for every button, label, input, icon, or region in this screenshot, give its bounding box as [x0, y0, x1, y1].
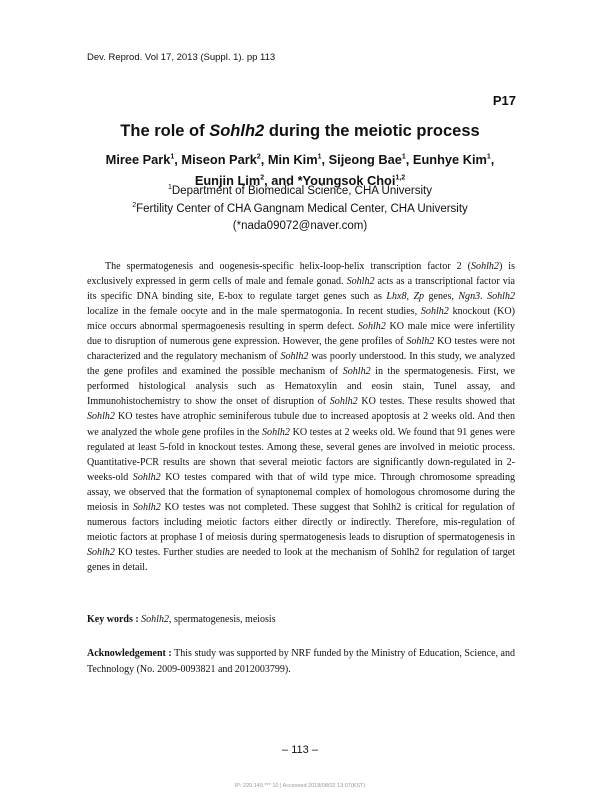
affiliations	[0, 183, 600, 236]
access-footer: IP: 220.149.*** 10 | Accessed 2018/08/02 13:07(KST)	[234, 783, 366, 789]
author-name: Miseon Park	[181, 152, 257, 167]
affiliation-1	[0, 183, 600, 201]
author-separator: , and	[264, 173, 298, 188]
author-name: Eunhye Kim	[412, 152, 487, 167]
acknowledgement-text: This study was supported by NRF funded by the Ministry of Education, Science, and Technology (No. 2009-0093821 and 2012003799).	[87, 648, 515, 675]
acknowledgement-label: Acknowledgement :	[87, 648, 172, 659]
author-affiliation-sup: 1,2	[395, 174, 406, 182]
author-affiliation-sup: 1	[170, 153, 175, 161]
page-number: – 113 –	[282, 744, 318, 756]
author-separator: ,	[490, 152, 495, 167]
author-name: Sijeong Bae	[328, 152, 402, 167]
journal-citation: Dev. Reprod. Vol 17, 2013 (Suppl. 1). pp 113	[87, 52, 276, 63]
author-affiliation-sup: 2	[256, 153, 261, 161]
author-4	[413, 152, 494, 167]
affiliation-1-sup: 1	[167, 184, 172, 192]
author-affiliation-sup: 1	[401, 153, 406, 161]
author-name: Miree Park	[105, 152, 171, 167]
affiliation-2-sup: 2	[132, 201, 137, 209]
title-post: during the meiotic process	[264, 122, 480, 140]
author-affiliation-sup: 1	[317, 153, 322, 161]
corresponding-email: (*nada09072@naver.com)	[232, 220, 368, 232]
keywords-text: Sohlh2, spermatogenesis, meiosis	[141, 614, 276, 625]
abstract-text: The spermatogenesis and oogenesis-specific helix-loop-helix transcription factor 2 (Sohlh2) is exclusively expressed in germ cells of male and female gonad. Sohlh2 acts as a transcriptional factor via its specific DNA binding site, E-box to regulate target genes such as Lhx8, Zp genes, Ngn3. Sohlh2 localize in the female oocyte and in the male spermatogonia. In recent studies, Sohlh2 knockout (KO) mice occurs abnormal spermagoenesis resulting in sperm defect. Sohlh2 KO male mice were infertility due to disruption of numerous gene expression. However, the gene profiles of Sohlh2 KO testes were not characterized and the regulatory mechanism of Sohlh2 was poorly understood. In this study, we analyzed the gene profiles and examined the possible mechanism of Sohlh2 in the spermatogenesis. First, we performed histological analysis such as Hematoxylin and eosin stain, Tunel assay, and Immunohistochemistry to show the onset of disruption of Sohlh2 KO testes. These results showed that Sohlh2 KO testes have atrophic seminiferous tubule due to increased apoptosis at 2 weeks old. And then we analyzed the whole gene profiles in the Sohlh2 KO testes at 2 weeks old. We found that 91 genes were regulated at least 5-fold in knockout testes. Among these, several genes are involved in meiotic process. Quantitative-PCR results are shown that several meiotic factors are significantly down-regulated in 2-weeks-old Sohlh2 KO testes compared with that of wild type mice. Through chromosome spreading assay, we observed that the formation of synaptonemal complex of homologous chromosome during the meiosis in Sohlh2 KO testes was not completed. These suggest that Sohlh2 is critical for regulation of numerous factors including meiotic factors either directly or indirectly. Therefore, mis-regulation of meiotic factors at prophase I of meiosis during spermatogenesis leads to disruption of spermatogenesis in Sohlh2 KO testes. Further studies are needed to look at the mechanism of Sohlh2 for regulation of target genes in detail.	[87, 261, 515, 573]
author-separator: ,	[174, 152, 182, 167]
author-line-1	[0, 149, 600, 170]
title-pre: The role of	[120, 122, 210, 140]
title-gene: Sohlh2	[209, 122, 265, 140]
author-2	[268, 152, 329, 167]
acknowledgement	[87, 646, 515, 678]
author-1	[181, 152, 267, 167]
poster-code: P17	[492, 93, 516, 108]
author-affiliation-sup: 1	[486, 153, 491, 161]
affiliation-1-text: Department of Biomedical Science, CHA University	[171, 185, 433, 197]
keywords	[87, 614, 515, 625]
affiliation-2	[0, 201, 600, 219]
affiliation-2-text: Fertility Center of CHA Gangnam Medical Center, CHA University	[136, 202, 468, 215]
keywords-label: Key words :	[87, 614, 139, 625]
abstract	[87, 259, 515, 575]
author-name: Eunjin Lim	[194, 173, 261, 188]
author-3	[329, 152, 413, 167]
author-separator: ,	[321, 152, 329, 167]
author-0	[106, 152, 182, 167]
author-name: Min Kim	[267, 152, 318, 167]
author-separator: ,	[405, 152, 413, 167]
paper-title	[0, 122, 600, 141]
author-affiliation-sup: 2	[260, 174, 265, 182]
author-name: *Youngsok Choi	[297, 173, 396, 188]
author-separator: ,	[260, 152, 268, 167]
